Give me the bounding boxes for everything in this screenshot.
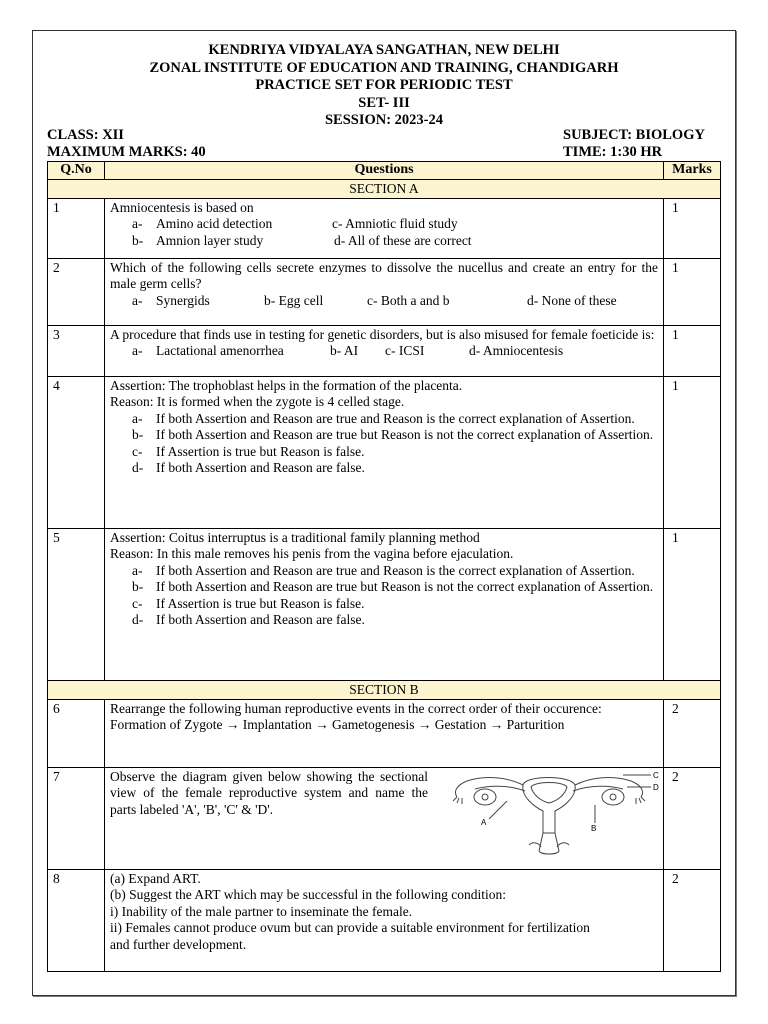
question-part-a: (a) Expand ART. bbox=[110, 870, 201, 886]
diagram-label-d: D bbox=[653, 782, 659, 792]
question-text: Amniocentesis is based on bbox=[110, 199, 254, 215]
question-text: A procedure that finds use in testing for genetic disorders, but is also misused for female foeticide is: bbox=[110, 326, 655, 342]
time-label: TIME: 1:30 HR bbox=[563, 144, 663, 160]
option-d: d- Amniocentesis bbox=[469, 343, 564, 358]
option-b: b- Egg cell bbox=[264, 292, 324, 308]
question-marks: 1 bbox=[664, 198, 721, 258]
section-a-row bbox=[48, 179, 721, 198]
option-a: a- If both Assertion and Reason are true and Reason is the correct explanation of Assertion. bbox=[132, 410, 635, 426]
option-b: Amnion layer study bbox=[156, 232, 264, 248]
questions-table bbox=[47, 161, 721, 972]
header-session: SESSION: 2023-24 bbox=[324, 112, 444, 128]
header-organization: KENDRIYA VIDYALAYA SANGATHAN, NEW DELHI bbox=[208, 42, 560, 58]
option-b: b- If both Assertion and Reason are true but Reason is not the correct explanation of Assertion. bbox=[132, 427, 654, 442]
option-c: c- If Assertion is true but Reason is false. bbox=[132, 443, 365, 459]
question-number: 3 bbox=[48, 325, 105, 376]
option-d: d- All of these are correct bbox=[334, 232, 472, 248]
question-cell bbox=[105, 767, 664, 869]
question-cell bbox=[105, 699, 664, 767]
table-header-row bbox=[48, 162, 721, 180]
section-b-row bbox=[48, 680, 721, 699]
option-d: d- None of these bbox=[527, 292, 617, 308]
question-cell bbox=[105, 258, 664, 325]
condition-2: ii) Females cannot produce ovum but can provide a suitable environment for fertilization and further development. bbox=[110, 920, 590, 952]
option-c: c- If Assertion is true but Reason is false. bbox=[132, 595, 365, 611]
subject-label: SUBJECT: BIOLOGY bbox=[563, 127, 705, 143]
question-marks: 1 bbox=[664, 258, 721, 325]
reason-text: Reason: In this male removes his penis from the vagina before ejaculation. bbox=[110, 546, 514, 561]
question-number: 6 bbox=[48, 699, 105, 767]
option-label: a- bbox=[132, 216, 143, 231]
section-b-label: SECTION B bbox=[48, 680, 721, 699]
question-cell bbox=[105, 528, 664, 680]
col-header-questions: Questions bbox=[105, 162, 664, 180]
diagram-label-a: A bbox=[481, 817, 487, 827]
option-label: b- bbox=[132, 232, 144, 248]
header-test-title: PRACTICE SET FOR PERIODIC TEST bbox=[255, 77, 513, 93]
option-a: Amino acid detection bbox=[156, 216, 273, 231]
diagram-label-b: B bbox=[591, 823, 597, 833]
question-number: 4 bbox=[48, 376, 105, 528]
option-label: a- bbox=[132, 292, 143, 308]
max-marks-label: MAXIMUM MARKS: 40 bbox=[47, 144, 206, 160]
question-number: 7 bbox=[48, 767, 105, 869]
condition-1: i) Inability of the male partner to inseminate the female. bbox=[110, 903, 413, 919]
question-number: 8 bbox=[48, 869, 105, 971]
question-text: Rearrange the following human reproductive events in the correct order of their occurence: bbox=[110, 700, 602, 716]
class-label: CLASS: XII bbox=[47, 127, 124, 143]
col-header-marks: Marks bbox=[664, 162, 721, 180]
option-a: Lactational amenorrhea bbox=[156, 343, 284, 358]
col-header-qno: Q.No bbox=[48, 162, 105, 180]
document-header bbox=[0, 42, 768, 130]
header-institute: ZONAL INSTITUTE OF EDUCATION AND TRAINING, CHANDIGARH bbox=[149, 59, 619, 76]
table-row bbox=[48, 869, 721, 971]
question-cell bbox=[105, 376, 664, 528]
assertion-text: Assertion: The trophoblast helps in the formation of the placenta. bbox=[110, 377, 463, 393]
female-reproductive-system-diagram bbox=[445, 767, 663, 859]
diagram-label-c: C bbox=[653, 770, 659, 780]
event-sequence: Formation of Zygote → Implantation → Gametogenesis → Gestation → Parturition bbox=[110, 717, 565, 732]
header-set: SET- III bbox=[358, 94, 410, 111]
table-row bbox=[48, 198, 721, 258]
question-text: Which of the following cells secrete enzymes to dissolve the nucellus and create an entry for the male germ cells? bbox=[110, 259, 658, 291]
question-cell bbox=[105, 198, 664, 258]
question-marks: 2 bbox=[664, 767, 721, 869]
option-c: c- ICSI bbox=[385, 343, 425, 358]
question-marks: 1 bbox=[664, 528, 721, 680]
option-label: a- bbox=[132, 343, 143, 358]
option-c: c- Both a and b bbox=[367, 292, 450, 308]
reason-text: Reason: It is formed when the zygote is 4 celled stage. bbox=[110, 394, 405, 409]
question-marks: 2 bbox=[664, 869, 721, 971]
option-c: c- Amniotic fluid study bbox=[332, 216, 458, 231]
option-a: Synergids bbox=[156, 292, 210, 308]
option-b: b- AI bbox=[330, 343, 359, 358]
question-cell bbox=[105, 869, 664, 971]
question-number: 1 bbox=[48, 198, 105, 258]
option-a: a- If both Assertion and Reason are true and Reason is the correct explanation of Assertion. bbox=[132, 562, 635, 578]
table-row bbox=[48, 325, 721, 376]
assertion-text: Assertion: Coitus interruptus is a traditional family planning method bbox=[110, 529, 480, 545]
question-marks: 1 bbox=[664, 325, 721, 376]
option-d: d- If both Assertion and Reason are false. bbox=[132, 612, 365, 627]
question-part-b: (b) Suggest the ART which may be successful in the following condition: bbox=[110, 887, 507, 902]
table-row bbox=[48, 699, 721, 767]
question-number: 2 bbox=[48, 258, 105, 325]
question-cell bbox=[105, 325, 664, 376]
option-d: d- If both Assertion and Reason are false. bbox=[132, 460, 365, 475]
table-row bbox=[48, 767, 721, 869]
table-row bbox=[48, 376, 721, 528]
section-a-label: SECTION A bbox=[48, 179, 721, 198]
question-marks: 2 bbox=[664, 699, 721, 767]
option-b: b- If both Assertion and Reason are true but Reason is not the correct explanation of Assertion. bbox=[132, 579, 654, 594]
question-text: Observe the diagram given below showing the sectional view of the female reproductive system and name the parts labeled 'A', 'B', 'C' & 'D'. bbox=[110, 768, 428, 817]
question-number: 5 bbox=[48, 528, 105, 680]
table-row bbox=[48, 258, 721, 325]
question-marks: 1 bbox=[664, 376, 721, 528]
table-row bbox=[48, 528, 721, 680]
